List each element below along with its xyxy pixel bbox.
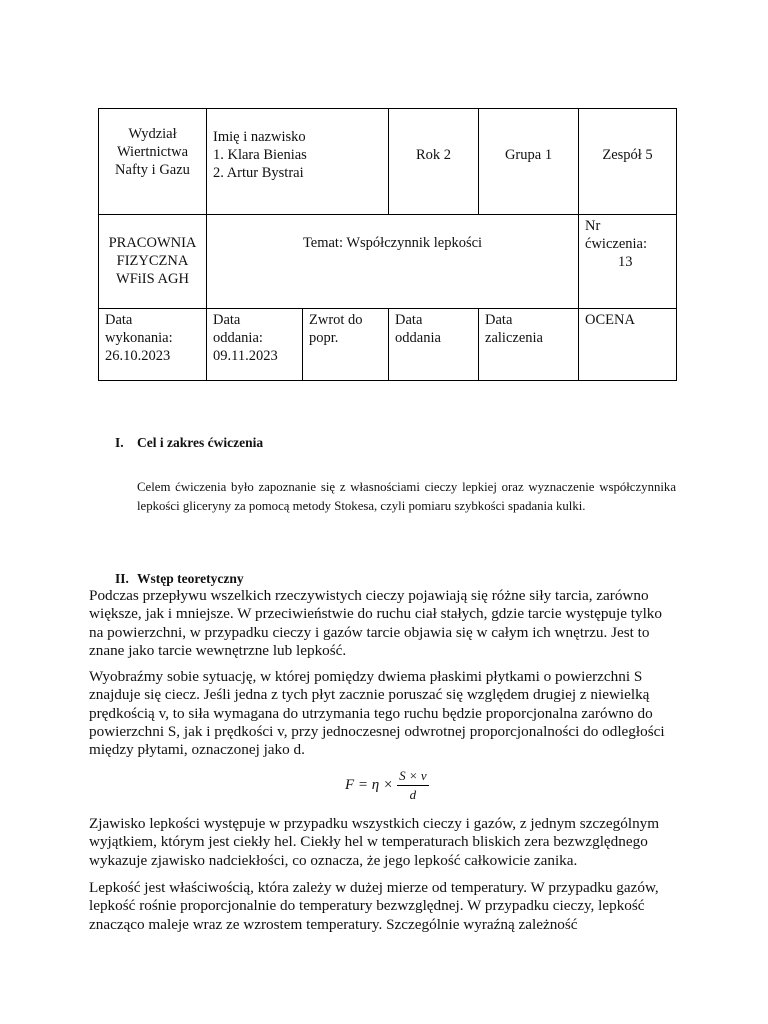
team-value: Zespół 5 — [602, 147, 653, 163]
section-2-number: II. — [115, 571, 129, 586]
section-1-title: Cel i zakres ćwiczenia — [137, 435, 264, 450]
section-1-number: I. — [115, 435, 124, 450]
date-submitted-cell — [207, 309, 303, 381]
date-returned-cell — [389, 309, 479, 381]
exercise-number: 13 — [618, 254, 633, 270]
return-label: popr. — [309, 330, 339, 346]
section-2-heading — [115, 571, 244, 587]
faculty-line: Wydział — [128, 126, 177, 142]
year-cell — [389, 109, 479, 215]
faculty-cell — [99, 109, 207, 215]
return-cell — [303, 309, 389, 381]
paragraph-3: Zjawisko lepkości występuje w przypadku wszystkich cieczy i gazów, z jednym szczególnym wyjątkiem, którym jest ciekły hel. Ciekły hel w temperaturach bliskich zera bezwzględnego wykazuje zjawisko nadciekłości, co oznacza, że jego lepkość całkowicie zanika. — [89, 815, 660, 869]
section-1-text: Celem ćwiczenia było zapoznanie się z własnościami cieczy lepkiej oraz wyznaczenie współczynnika lepkości gliceryny za pomocą metody Stokesa, czyli pomiaru szybkości spadania kulki. — [137, 480, 676, 513]
faculty-line: Wiertnictwa — [116, 144, 189, 160]
topic-cell — [207, 215, 579, 309]
date-submitted-value: 09.11.2023 — [213, 348, 278, 364]
date-performed-value: 26.10.2023 — [105, 348, 171, 364]
year-value: Rok 2 — [415, 147, 452, 163]
lab-line: WFiIS AGH — [116, 271, 189, 287]
author-1: 1. Klara Bienias — [213, 147, 307, 163]
lab-cell — [99, 215, 207, 309]
return-label: Zwrot do — [309, 312, 363, 328]
grade-label: OCENA — [585, 312, 635, 328]
date-passed-cell — [479, 309, 579, 381]
group-value: Grupa 1 — [504, 147, 553, 163]
faculty-line: Nafty i Gazu — [115, 162, 190, 178]
paragraph-4: Lepkość jest właściwością, która zależy w dużej mierze od temperatury. W przypadku gazów, lepkość rośnie proporcjonalnie do temperatury bezwzględnej. W przypadku cieczy, lepkość znacząco maleje wraz ze wzrostem temperatury. Szczególnie wyraźną zależność — [89, 879, 659, 933]
date-passed-label: zaliczenia — [485, 330, 543, 346]
exercise-label: Nr — [585, 218, 601, 234]
date-returned-label: oddania — [395, 330, 441, 346]
team-cell — [579, 109, 677, 215]
names-cell — [207, 109, 389, 215]
date-submitted-label: Data — [213, 312, 241, 328]
section-2-title: Wstęp teoretyczny — [137, 571, 244, 586]
exercise-label: ćwiczenia: — [585, 236, 648, 252]
section-1-heading — [115, 435, 263, 451]
date-returned-label: Data — [395, 312, 423, 328]
name-label: Imię i nazwisko — [213, 129, 306, 145]
date-performed-label: wykonania: — [105, 330, 173, 346]
formula-fraction — [397, 768, 429, 803]
lab-line: PRACOWNIA — [108, 235, 197, 251]
paragraph-2: Wyobraźmy sobie sytuację, w której pomiędzy dwiema płaskimi płytkami o powierzchni S znajduje się ciecz. Jeśli jedna z tych płyt zacznie poruszać się względem drugiej z niewielką prędkością v, to siła wymagana do utrzymania tego ruchu będzie proporcjonalna zarówno do powierzchni S, jak i prędkości v, przy jednoczesnej odwrotnej proporcjonalności do odległości między płytami, oznaczonej jako d. — [89, 668, 665, 759]
date-performed-label: Data — [105, 312, 133, 328]
paragraph-1: Podczas przepływu wszelkich rzeczywistych cieczy pojawiają się różne siły tarcia, zarówno większe, jak i mniejsze. W przeciwieństwie do ruchu ciał stałych, gdzie tarcie występuje tylko na powierzchni, w przypadku cieczy i gazów tarcie objawia się w całym ich wnętrzu. Jest to znane jako tarcie wewnętrzne lub lepkość. — [89, 587, 662, 659]
header-table — [98, 108, 677, 381]
date-performed-cell — [99, 309, 207, 381]
exercise-number-cell — [579, 215, 677, 309]
date-submitted-label: oddania: — [213, 330, 263, 346]
date-passed-label: Data — [485, 312, 513, 328]
formula-numerator: S × v — [397, 768, 429, 786]
topic-text: Temat: Współczynnik lepkości — [302, 235, 483, 251]
formula-lhs: F = η × — [345, 777, 394, 793]
author-2: 2. Artur Bystrai — [213, 165, 304, 181]
lab-line: FIZYCZNA — [116, 253, 189, 269]
group-cell — [479, 109, 579, 215]
formula-denominator: d — [409, 787, 417, 802]
grade-cell — [579, 309, 677, 381]
viscosity-formula — [345, 768, 429, 803]
